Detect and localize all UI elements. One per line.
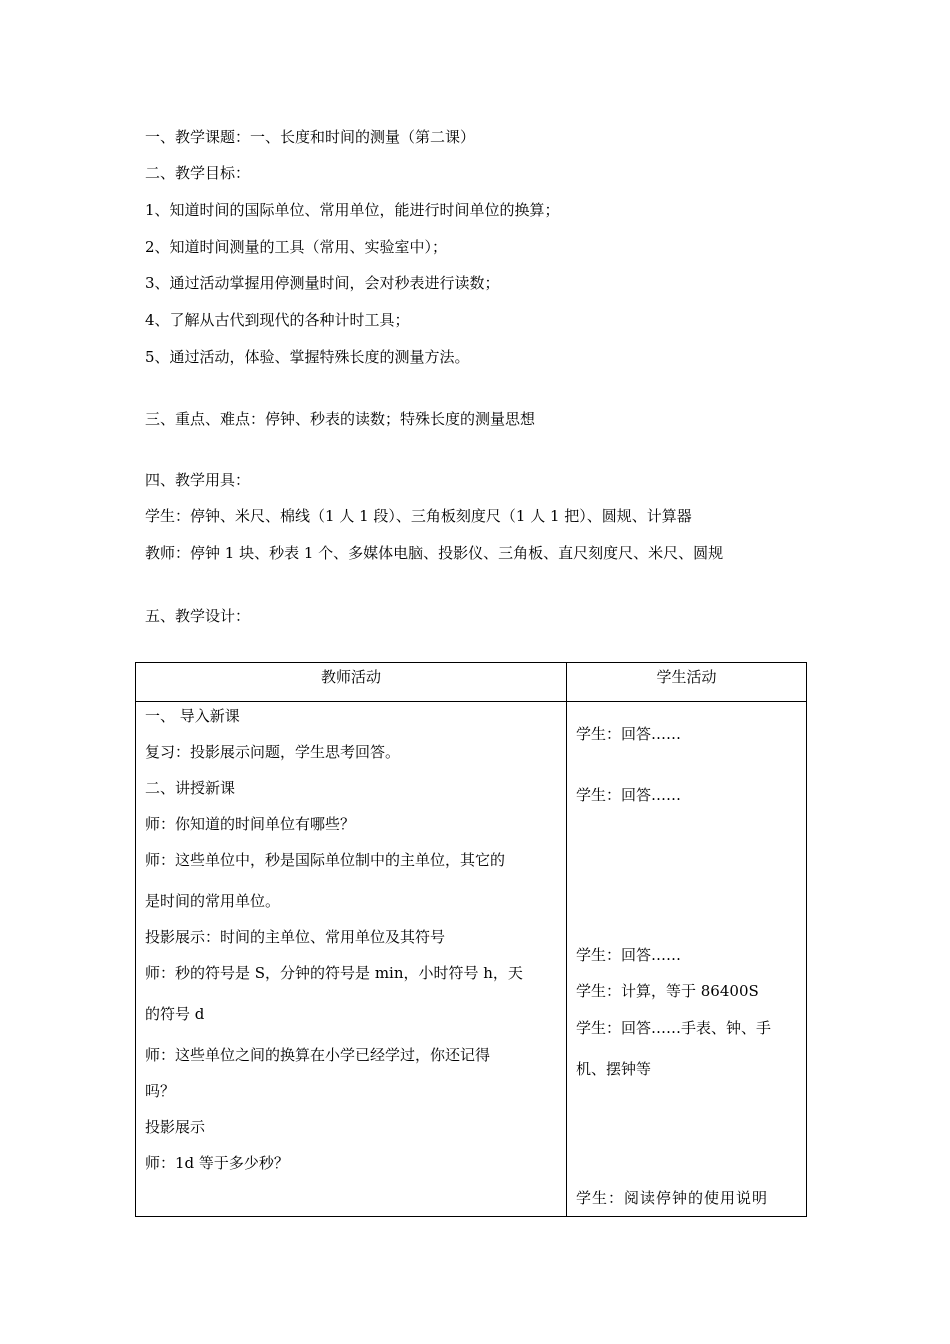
student-line: 学生：回答…… <box>576 725 682 743</box>
teacher-line: 师：这些单位中，秒是国际单位制中的主单位，其它的 <box>145 851 506 869</box>
teacher-line: 是时间的常用单位。 <box>145 892 281 910</box>
teacher-line: 吗？ <box>145 1082 176 1100</box>
student-line: 学生：阅读停钟的使用说明 <box>576 1189 769 1207</box>
objective-3: 3、通过活动掌握用停测量时间，会对秒表进行读数； <box>145 274 500 292</box>
teacher-line: 师：1d 等于多少秒？ <box>145 1154 289 1172</box>
lesson-topic: 一、教学课题：一、长度和时间的测量（第二课） <box>145 128 476 146</box>
objective-5: 5、通过活动，体验、掌握特殊长度的测量方法。 <box>145 348 470 366</box>
teacher-line: 师：秒的符号是 S，分钟的符号是 min，小时符号 h，天 <box>145 964 523 982</box>
teacher-line: 的符号 d <box>145 1005 205 1023</box>
teacher-activity-header: 教师活动 <box>136 663 567 702</box>
teacher-line: 师：你知道的时间单位有哪些？ <box>145 815 356 833</box>
teacher-line: 一、 导入新课 <box>145 707 240 725</box>
student-activity-cell <box>567 702 807 1217</box>
teaching-design-table <box>135 662 807 1217</box>
objective-4: 4、了解从古代到现代的各种计时工具； <box>145 311 410 329</box>
objectives-heading: 二、教学目标： <box>145 164 251 182</box>
teacher-line: 复习：投影展示问题，学生思考回答。 <box>145 743 401 761</box>
design-heading: 五、教学设计： <box>145 607 251 625</box>
student-activity-header: 学生活动 <box>567 663 807 702</box>
objective-1: 1、知道时间的国际单位、常用单位，能进行时间单位的换算； <box>145 201 560 219</box>
teacher-activity-cell <box>136 702 567 1217</box>
teacher-line: 师：这些单位之间的换算在小学已经学过，你还记得 <box>145 1046 491 1064</box>
tools-heading: 四、教学用具： <box>145 471 251 489</box>
key-points: 三、重点、难点：停钟、秒表的读数；特殊长度的测量思想 <box>145 410 536 428</box>
student-line: 学生：回答……手表、钟、手 <box>576 1019 772 1037</box>
student-line: 学生：回答…… <box>576 946 682 964</box>
teacher-line: 二、讲授新课 <box>145 779 236 797</box>
student-tools: 学生：停钟、米尺、棉线（1 人 1 段）、三角板刻度尺（1 人 1 把）、圆规、计算器 <box>145 507 692 525</box>
teacher-line: 投影展示：时间的主单位、常用单位及其符号 <box>145 928 446 946</box>
teacher-line: 投影展示 <box>145 1118 206 1136</box>
student-line: 学生：回答…… <box>576 786 682 804</box>
objective-2: 2、知道时间测量的工具（常用、实验室中）； <box>145 238 448 256</box>
student-line: 机、摆钟等 <box>576 1060 652 1078</box>
student-line: 学生：计算，等于 86400S <box>576 982 759 1000</box>
teacher-tools: 教师：停钟 1 块、秒表 1 个、多媒体电脑、投影仪、三角板、直尺刻度尺、米尺、圆规 <box>145 544 724 562</box>
